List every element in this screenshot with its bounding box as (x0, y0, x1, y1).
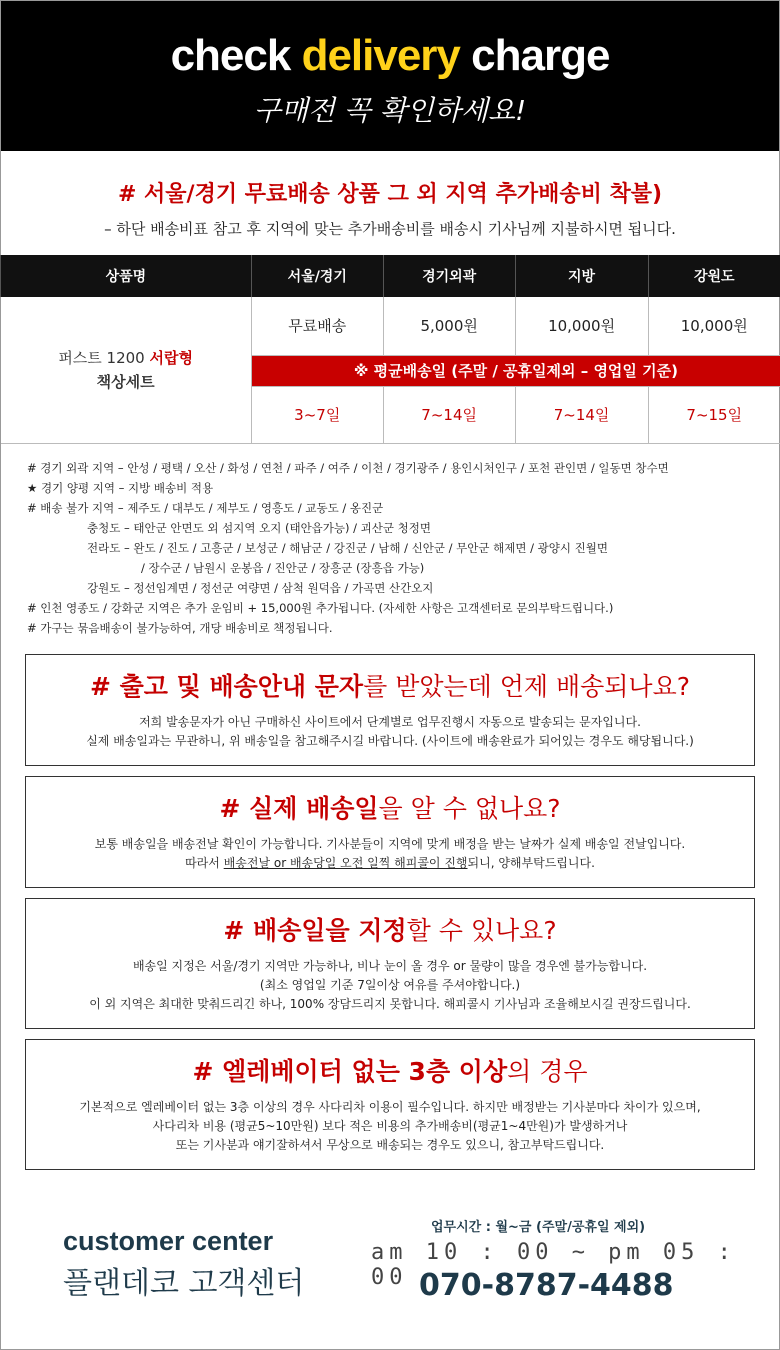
note-line: # 가구는 묶음배송이 불가능하여, 개당 배송비로 책정됩니다. (27, 620, 333, 635)
fee-gangwon: 10,000원 (648, 297, 780, 355)
fee-gyeonggi-outer: 5,000원 (383, 297, 515, 355)
title-part-delivery: delivery (301, 31, 460, 80)
faq-answer (36, 957, 744, 1014)
faq-answer (36, 713, 744, 751)
col-header-province: 지방 (515, 255, 648, 297)
note-line: 충청도 – 태안군 안면도 외 섬지역 오지 (태안읍가능) / 괴산군 청정면 (87, 520, 431, 535)
faq-question (36, 793, 744, 825)
phone-number[interactable]: 070-8787-4488 (419, 1268, 674, 1303)
days-gyeonggi-outer: 7~14일 (383, 386, 515, 443)
title-part-charge: charge (459, 31, 610, 80)
product-name-line1 (2, 346, 250, 370)
faq-answer-line: 기본적으로 엘레베이터 없는 3층 이상의 경우 사다리차 이용이 필수입니다. 하지만 배정받는 기사분마다 차이가 있으며, (79, 1099, 701, 1114)
customer-center-title-ko: 플랜데코 고객센터 (63, 1266, 305, 1301)
faq-answer (36, 835, 744, 873)
faq-answer-line: 또는 기사분과 얘기잘하셔서 무상으로 배송되는 경우도 있으니, 참고부탁드립니다. (175, 1137, 605, 1152)
faq-answer-line: 사다리차 비용 (평균5~10만원) 보다 적은 비용의 추가배송비(평균1~4만원)가 발생하거나 (152, 1118, 628, 1133)
product-name-line2: 책상세트 (96, 372, 155, 391)
faq-question-plain: 를 받았는데 언제 배송되나요? (363, 671, 691, 701)
faq-question-bold: # 출고 및 배송안내 문자 (89, 671, 364, 701)
customer-center-footer (1, 1196, 779, 1346)
page-subtitle: 구매전 꼭 확인하세요! (253, 94, 527, 127)
page-title (1, 1, 779, 81)
faq-answer-line: 실제 배송일과는 무관하니, 위 배송일을 참고해주시길 바랍니다. (사이트에 배송완료가 되어있는 경우도 해당됩니다.) (86, 733, 694, 748)
faq-answer-part: 따라서 (185, 855, 224, 870)
faq-box-message (25, 654, 755, 766)
note-line: # 경기 외곽 지역 – 안성 / 평택 / 오산 / 화성 / 연천 / 파주 / 여주 / 이천 / 경기광주 / 용인시처인구 / 포천 관인면 / 일동면 창수면 (27, 460, 669, 475)
note-line: # 인천 영종도 / 강화군 지역은 추가 운임비 + 15,000원 추가됩니다. (자세한 사항은 고객센터로 문의부탁드립니다.) (27, 600, 614, 615)
days-seoul: 3~7일 (251, 386, 383, 443)
col-header-gyeonggi-outer: 경기외곽 (383, 255, 515, 297)
col-header-product: 상품명 (1, 255, 252, 297)
faq-question-plain: 할 수 있나요? (406, 915, 557, 945)
faq-question-bold: # 실제 배송일 (219, 793, 379, 823)
faq-answer-line: (최소 영업일 기준 7일이상 여유를 주셔야합니다.) (259, 977, 521, 992)
faq-answer (36, 1098, 744, 1155)
faq-question-bold: # 엘레베이터 없는 3층 이상 (192, 1056, 508, 1086)
faq-box-actual-date (25, 776, 755, 888)
faq-question (36, 915, 744, 947)
table-header-row (1, 255, 780, 297)
product-name-cell (1, 297, 252, 443)
note-line: / 장수군 / 남원시 운봉읍 / 진안군 / 장흥군 (장흥읍 가능) (141, 560, 425, 575)
intro-headline: # 서울/경기 무료배송 상품 그 외 지역 추가배송비 착불) (117, 182, 663, 207)
avg-delivery-note: ※ 평균배송일 (주말 / 공휴일제외 – 영업일 기준) (251, 355, 780, 386)
note-line: 강원도 – 정선임계면 / 정선군 여량면 / 삼척 원덕읍 / 가곡면 산간오지 (87, 580, 434, 595)
region-notes (1, 444, 779, 638)
faq-question-plain: 의 경우 (507, 1056, 588, 1086)
note-line: 전라도 – 완도 / 진도 / 고흥군 / 보성군 / 해남군 / 강진군 / 남해 / 신안군 / 무안군 해제면 / 광양시 진월면 (87, 540, 608, 555)
note-line: # 배송 불가 지역 – 제주도 / 대부도 / 제부도 / 영흥도 / 교동도 / 옹진군 (27, 500, 384, 515)
col-header-gangwon: 강원도 (648, 255, 780, 297)
fee-province: 10,000원 (515, 297, 648, 355)
product-type: 서랍형 (149, 348, 193, 367)
intro-sub: – 하단 배송비표 참고 후 지역에 맞는 추가배송비를 배송시 기사님께 지불하시면 됩니다. (104, 220, 676, 238)
product-model: 퍼스트 1200 (58, 348, 150, 367)
note-line: ★ 경기 양평 지역 – 지방 배송비 적용 (27, 480, 214, 495)
title-part-check: check (170, 31, 302, 80)
customer-center-title-en: customer center (63, 1226, 274, 1256)
faq-answer-line: 저희 발송문자가 아닌 구매하신 사이트에서 단계별로 업무진행시 자동으로 발송되는 문자입니다. (139, 714, 641, 729)
days-gangwon: 7~15일 (648, 386, 780, 443)
faq-answer-line (36, 854, 744, 873)
faq-answer-line: 보통 배송일을 배송전날 확인이 가능합니다. 기사분들이 지역에 맞게 배정을 받는 날짜가 실제 배송일 전날입니다. (94, 836, 686, 851)
days-province: 7~14일 (515, 386, 648, 443)
business-hours: am 10 : 00 ~ pm 05 : 00 (371, 1240, 736, 1290)
faq-question (36, 671, 744, 703)
delivery-fee-table (0, 255, 780, 444)
faq-box-elevator (25, 1039, 755, 1170)
faq-answer-part: 되니, 양해부탁드립니다. (467, 855, 595, 870)
table-row-fees (1, 297, 780, 355)
business-hours-label: 업무시간 : 월~금 (주말/공휴일 제외) (431, 1220, 646, 1235)
fee-seoul: 무료배송 (251, 297, 383, 355)
faq-question (36, 1056, 744, 1088)
faq-box-specify-date (25, 898, 755, 1029)
col-header-seoul: 서울/경기 (251, 255, 383, 297)
header-banner (1, 1, 779, 151)
faq-answer-line: 배송일 지정은 서울/경기 지역만 가능하나, 비나 눈이 올 경우 or 물량이 많을 경우엔 불가능합니다. (132, 958, 648, 973)
faq-answer-underlined: 배송전날 or 배송당일 오전 일찍 해피콜이 진행 (223, 855, 468, 870)
faq-question-plain: 을 알 수 없나요? (378, 793, 561, 823)
faq-answer-line: 이 외 지역은 최대한 맞춰드리긴 하나, 100% 장담드리지 못합니다. 해피콜시 기사님과 조율해보시길 권장드립니다. (89, 996, 691, 1011)
faq-question-bold: # 배송일을 지정 (223, 915, 407, 945)
intro-section (1, 151, 779, 239)
